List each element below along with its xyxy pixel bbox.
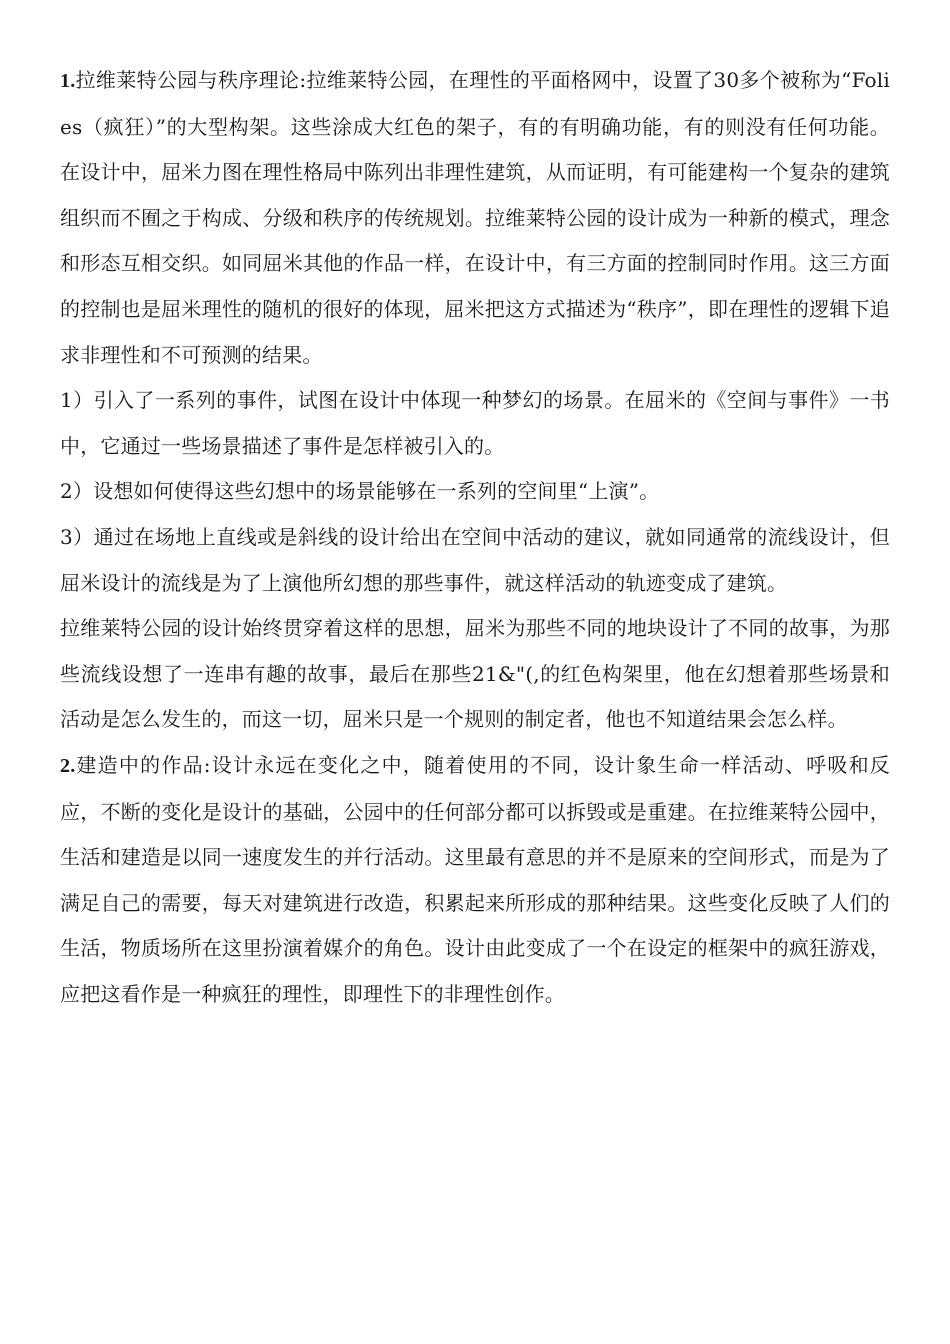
list-item-1: [60, 378, 890, 469]
paragraph-1: [60, 58, 890, 378]
list-item-2: [60, 469, 890, 515]
paragraph-text: 拉维莱特公园与秩序理论:拉维莱特公园，在理性的平面格网中，设置了30多个被称为“Folies（疯狂）”的大型构架。这些涂成大红色的架子，有的有明确功能，有的则没有任何功能。在设计中，屈米力图在理性格局中陈列出非理性建筑，从而证明，有可能建构一个复杂的建筑组织而不囿之于构成、分级和秩序的传统规划。拉维莱特公园的设计成为一种新的模式，理念和形态互相交织。如同屈米其他的作品一样，在设计中，有三方面的控制同时作用。这三方面的控制也是屈米理性的随机的很好的体现，屈米把这方式描述为“秩序”，即在理性的逻辑下追求非理性和不可预测的结果。: [60, 68, 890, 367]
document-page: [60, 58, 890, 1017]
paragraph-text: 2）设想如何使得这些幻想中的场景能够在一系列的空间里“上演”。: [60, 479, 660, 504]
section-number-1: 1.: [60, 70, 76, 92]
paragraph-text: 3）通过在场地上直线或是斜线的设计给出在空间中活动的建议，就如同通常的流线设计，但屈米设计的流线是为了上演他所幻想的那些事件，就这样活动的轨迹变成了建筑。: [60, 524, 890, 595]
list-item-3: [60, 515, 890, 606]
section-number-2: 2.: [60, 754, 76, 777]
paragraph-2: [60, 743, 890, 1018]
paragraph-text: 建造中的作品:设计永远在变化之中，随着使用的不同，设计象生命一样活动、呼吸和反应，不断的变化是设计的基础，公园中的任何部分都可以拆毁或是重建。在拉维莱特公园中，生活和建造是以同一速度发生的并行活动。这里最有意思的并不是原来的空间形式，而是为了满足自己的需要，每天对建筑进行改造，积累起来所形成的那种结果。这些变化反映了人们的生活，物质场所在这里扮演着媒介的角色。设计由此变成了一个在设定的框架中的疯狂游戏，应把这看作是一种疯狂的理性，即理性下的非理性创作。: [60, 752, 890, 1006]
paragraph-text: 1）引入了一系列的事件，试图在设计中体现一种梦幻的场景。在屈米的《空间与事件》一书中，它通过一些场景描述了事件是怎样被引入的。: [60, 388, 890, 458]
paragraph-text: 拉维莱特公园的设计始终贯穿着这样的思想，屈米为那些不同的地块设计了不同的故事，为那些流线设想了一连串有趣的故事，最后在那些21&"(,的红色构架里，他在幻想着那些场景和活动是怎么发生的，而这一切，屈米只是一个规则的制定者，他也不知道结果会怎么样。: [60, 616, 890, 732]
paragraph-summary: [60, 606, 890, 743]
